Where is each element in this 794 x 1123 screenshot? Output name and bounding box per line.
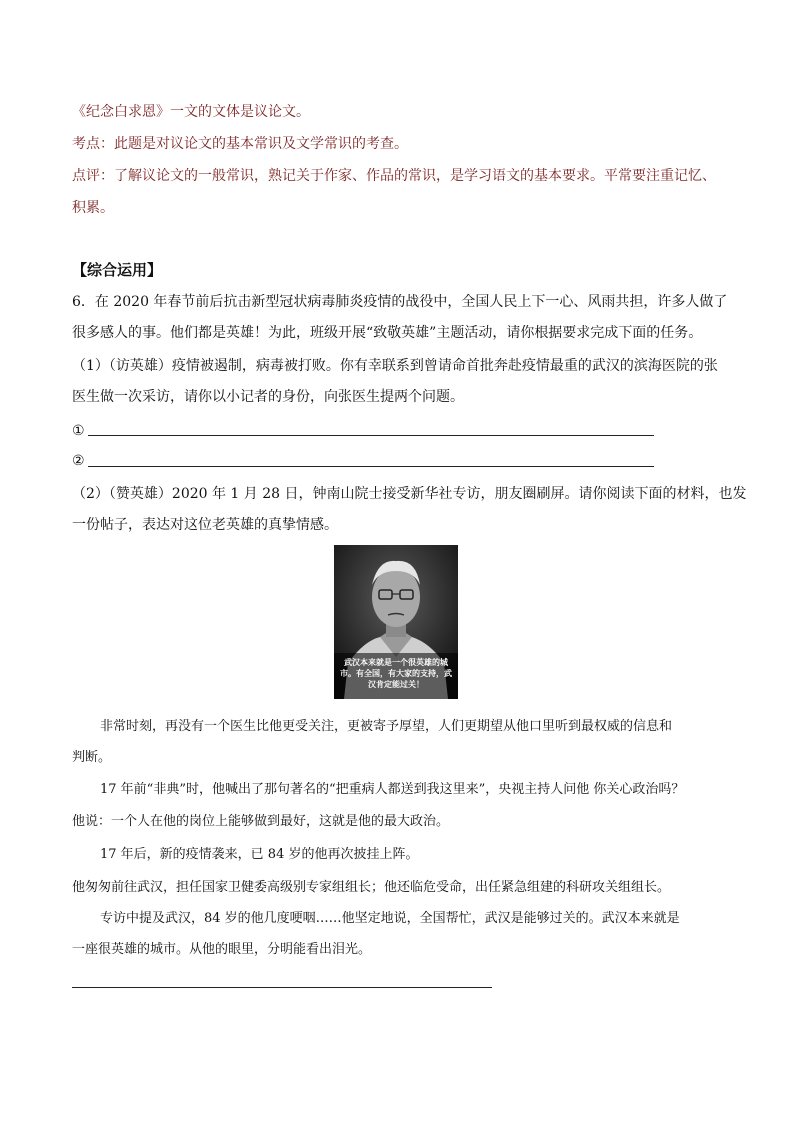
material-p2-1: 17 年前“非典”时，他喊出了那句著名的“把重病人都送到我这里来”，央视主持人问他 你关心政治吗？: [100, 782, 685, 797]
material-p5-1: 专访中提及武汉，84 岁的他几度哽咽……他坚定地说，全国帮忙，武汉是能够过关的。武汉本来就是: [100, 911, 680, 926]
material-p5-2: 一座很英雄的城市。从他的眼里，分明能看出泪光。: [72, 942, 372, 957]
material-p3: 17 年后，新的疫情袭来，已 84 岁的他再次披挂上阵。: [100, 847, 419, 862]
blank1-label: ①: [72, 423, 85, 439]
kaodian-line: 考点：此题是对议论文的基本常识及文学常识的考查。: [72, 136, 408, 152]
dianping-line-1: 点评：了解议论文的一般常识，熟记关于作家、作品的常识，是学习语文的基本要求。平常要注重记忆、: [72, 168, 716, 184]
material-p4: 他匆匆前往武汉，担任国家卫健委高级别专家组组长；他还临危受命，出任紧急组建的科研攻关组组长。: [72, 880, 671, 895]
photo-caption: 武汉本来就是一个很英雄的城市。有全国，有大家的支持，武汉肯定能过关！: [340, 658, 452, 689]
question6-intro-2: 很多感人的事。他们都是英雄！为此，班级开展“致敬英雄”主题活动，请你根据要求完成下面的任务。: [72, 325, 703, 341]
answer-blank-2[interactable]: [88, 466, 654, 467]
question6-part1-2: 医生做一次采访，请你以小记者的身份，向张医生提两个问题。: [72, 389, 464, 405]
material-p2-2: 他说：一个人在他的岗位上能够做到最好，这就是他的最大政治。: [72, 814, 450, 829]
material-p1-1: 非常时刻，再没有一个医生比他更受关注，更被寄予厚望，人们更期望从他口里听到最权威的信息和: [100, 719, 673, 734]
answer-blank-1[interactable]: [88, 435, 654, 436]
question6-part2-2: 一份帖子，表达对这位老英雄的真挚情感。: [72, 517, 338, 533]
question6-part2-1: （2）（赞英雄）2020 年 1 月 28 日，钟南山院士接受新华社专访，朋友圈刷屏。请你阅读下面的材料，也发: [72, 486, 747, 502]
dianping-line-2: 积累。: [72, 200, 114, 216]
question6-intro-1: 6．在 2020 年春节前后抗击新型冠状病毒肺炎疫情的战役中，全国人民上下一心、风雨共担，许多人做了: [72, 294, 728, 310]
section-heading: 【综合运用】: [72, 261, 163, 279]
post-answer-line[interactable]: [72, 987, 492, 988]
blank2-label: ②: [72, 453, 85, 469]
material-p1-2: 判断。: [72, 750, 112, 765]
answer-genre-line: 《纪念白求恩》一文的文体是议论文。: [72, 104, 310, 120]
question6-part1-1: （1）（访英雄）疫情被遏制，病毒被打败。你有幸联系到曾请命首批奔赴疫情最重的武汉的滨海医院的张: [72, 358, 718, 374]
zhong-nanshan-photo: [334, 545, 458, 699]
